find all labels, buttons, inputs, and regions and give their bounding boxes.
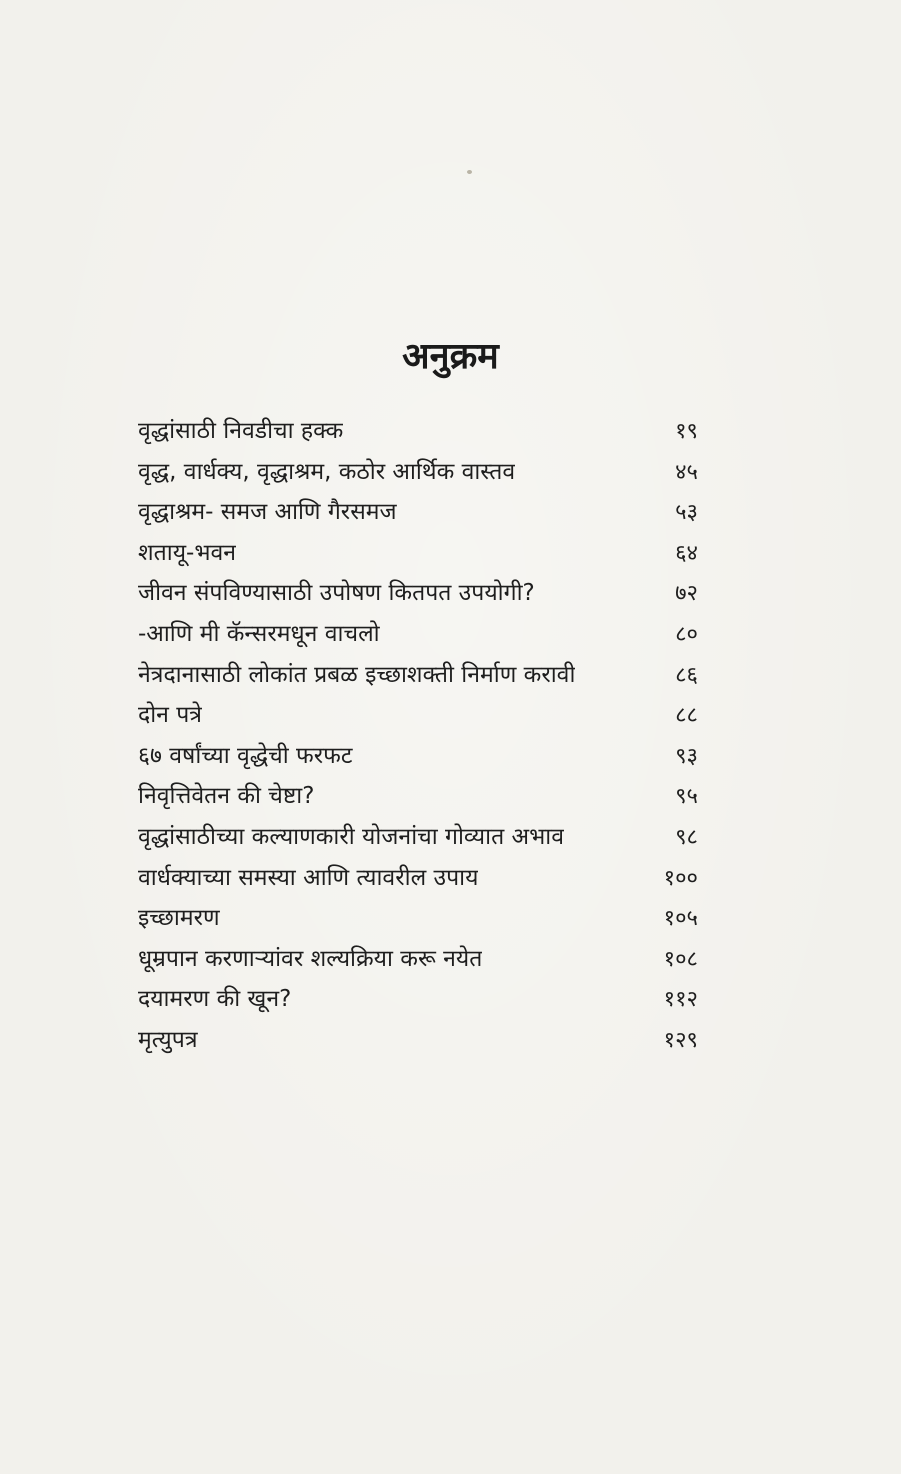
toc-entry-title: मृत्युपत्र bbox=[138, 1026, 198, 1053]
page-title: अनुक्रम bbox=[402, 336, 499, 377]
toc-entry-page: ९३ bbox=[675, 743, 698, 769]
toc-entry bbox=[138, 736, 698, 777]
toc-entry-page: ९५ bbox=[675, 784, 698, 810]
toc-entry bbox=[138, 411, 698, 452]
toc-entry-page: ५३ bbox=[675, 500, 698, 526]
toc-entry bbox=[138, 898, 698, 939]
toc-entry-title: दोन पत्रे bbox=[138, 702, 203, 729]
toc-entry bbox=[138, 573, 698, 614]
toc-entry-page: १०० bbox=[663, 865, 698, 891]
toc-entry-title: ६७ वर्षांच्या वृद्धेची फरफट bbox=[138, 742, 353, 769]
toc-entry-page: ८८ bbox=[675, 703, 698, 729]
paper-speck bbox=[467, 170, 472, 174]
toc-entry bbox=[138, 776, 698, 817]
toc-entry-title: वृद्धांसाठीच्या कल्याणकारी योजनांचा गोव्यात अभाव bbox=[138, 823, 564, 850]
table-of-contents bbox=[138, 411, 698, 1061]
toc-entry-title: शतायू-भवन bbox=[138, 539, 237, 566]
toc-entry bbox=[138, 695, 698, 736]
toc-entry bbox=[138, 655, 698, 696]
toc-entry-page: ८६ bbox=[675, 662, 698, 688]
toc-entry-title: दयामरण की खून? bbox=[138, 986, 292, 1013]
toc-entry-title: वृद्ध, वार्धक्य, वृद्धाश्रम, कठोर आर्थिक वास्तव bbox=[138, 458, 516, 485]
toc-entry-page: १०५ bbox=[663, 906, 698, 932]
toc-entry-title: धूम्रपान करणाऱ्यांवर शल्यक्रिया करू नयेत bbox=[138, 945, 483, 972]
toc-entry bbox=[138, 614, 698, 655]
toc-entry-page: ११२ bbox=[663, 987, 698, 1013]
toc-entry-page: ८० bbox=[675, 621, 698, 647]
toc-entry-title: -आणि मी कॅन्सरमधून वाचलो bbox=[138, 620, 380, 647]
toc-entry-page: ६४ bbox=[675, 540, 698, 566]
toc-entry-page: ४५ bbox=[675, 459, 698, 485]
toc-entry bbox=[138, 1020, 698, 1061]
toc-entry bbox=[138, 858, 698, 899]
toc-entry bbox=[138, 452, 698, 493]
toc-entry bbox=[138, 817, 698, 858]
toc-entry-page: १९ bbox=[675, 419, 698, 444]
toc-entry-title: वृद्धाश्रम- समज आणि गैरसमज bbox=[138, 499, 397, 526]
toc-entry-page: ७२ bbox=[675, 581, 698, 607]
toc-entry bbox=[138, 492, 698, 533]
toc-entry-title: इच्छामरण bbox=[138, 905, 220, 932]
toc-entry-title: नेत्रदानासाठी लोकांत प्रबळ इच्छाशक्ती निर्माण करावी bbox=[138, 661, 576, 688]
toc-entry bbox=[138, 533, 698, 574]
toc-entry-title: निवृत्तिवेतन की चेष्टा? bbox=[138, 783, 315, 810]
toc-entry-title: वार्धक्याच्या समस्या आणि त्यावरील उपाय bbox=[138, 864, 479, 891]
toc-entry-title: जीवन संपविण्यासाठी उपोषण कितपत उपयोगी? bbox=[138, 580, 535, 607]
toc-entry-title: वृद्धांसाठी निवडीचा हक्क bbox=[138, 418, 344, 444]
toc-entry-page: ९८ bbox=[675, 824, 698, 850]
toc-entry bbox=[138, 939, 698, 980]
toc-entry-page: १२९ bbox=[663, 1027, 698, 1053]
toc-entry bbox=[138, 979, 698, 1020]
toc-entry-page: १०८ bbox=[663, 946, 698, 972]
